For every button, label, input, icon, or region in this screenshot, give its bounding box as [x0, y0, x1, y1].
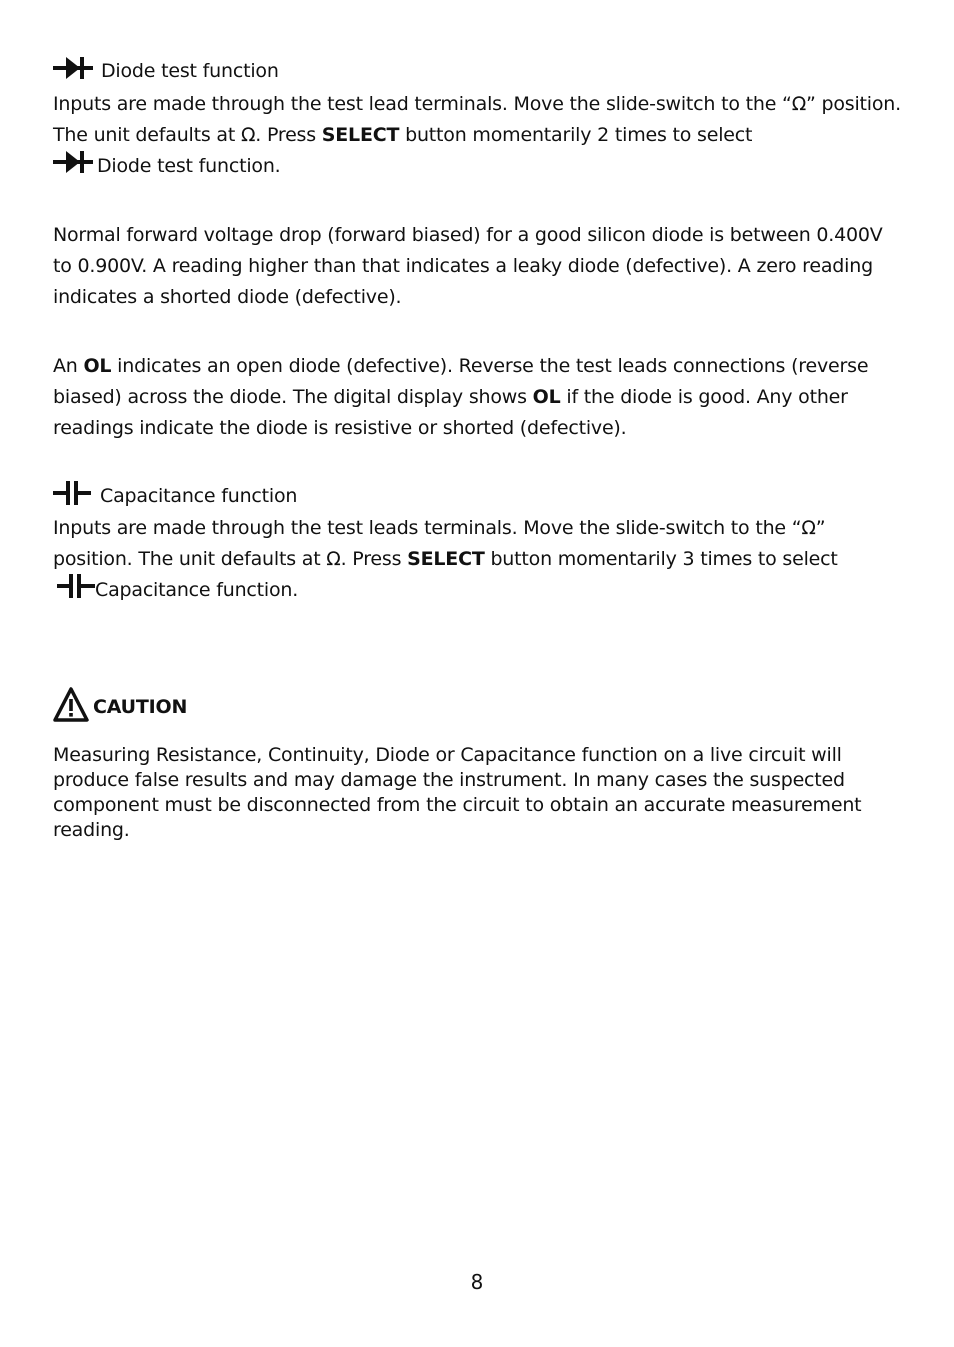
- capacitance-text-b: button momentarily 3 times to select: [484, 548, 838, 570]
- diode-p1-text-c: Diode test function.: [97, 155, 281, 177]
- warning-triangle-icon: [53, 687, 89, 723]
- capacitance-text-c: Capacitance function.: [95, 579, 299, 601]
- capacitance-text-a: Inputs are made through the test leads terminals. Move the slide-switch to the “Ω” position. The unit defaults at Ω. Press: [53, 517, 826, 570]
- diode-icon: [53, 55, 93, 81]
- capacitance-heading: Capacitance function: [100, 485, 298, 507]
- caution-heading: CAUTION: [93, 696, 188, 718]
- diode-p3-text-b: indicates an open diode (defective). Reverse the test leads connections (reverse biased) across the diode. The digital display shows: [53, 355, 869, 408]
- ol-keyword: OL: [83, 355, 112, 377]
- diode-p3-text-c: if the diode is good. Any other readings indicate the diode is resistive or shorted (defective).: [53, 386, 848, 439]
- diode-p1-text-a: Inputs are made through the test lead terminals. Move the slide-switch to the “Ω” position. The unit defaults at Ω. Press: [53, 93, 901, 146]
- diode-paragraph-1: [53, 89, 903, 182]
- select-keyword: SELECT: [407, 548, 485, 570]
- caution-heading-line: [53, 692, 903, 723]
- diode-heading: Diode test function: [101, 60, 279, 82]
- capacitor-icon: [53, 480, 91, 506]
- diode-p1-text-b: button momentarily 2 times to select: [399, 124, 753, 146]
- select-keyword: SELECT: [321, 124, 400, 146]
- ol-keyword: OL: [532, 386, 561, 408]
- capacitance-paragraph: [53, 513, 903, 606]
- diode-paragraph-2: Normal forward voltage drop (forward biased) for a good silicon diode is between 0.400V to 0.900V. A reading higher than that indicates a leaky diode (defective). A zero reading indicates a shorted diode (defective).: [53, 224, 883, 308]
- diode-paragraph-3: [53, 351, 903, 444]
- diode-inline-icon: [53, 149, 93, 175]
- capacitor-inline-icon: [53, 573, 95, 599]
- page-number: 8: [470, 1270, 484, 1294]
- diode-heading-line: [53, 56, 903, 87]
- capacitance-heading-line: [53, 481, 903, 512]
- caution-body: Measuring Resistance, Continuity, Diode or Capacitance function on a live circuit will produce false results and may damage the instrument. In many cases the suspected component must be disconnected from the circuit to obtain an accurate measurement reading.: [53, 744, 862, 841]
- diode-p3-text-a: An: [53, 355, 84, 377]
